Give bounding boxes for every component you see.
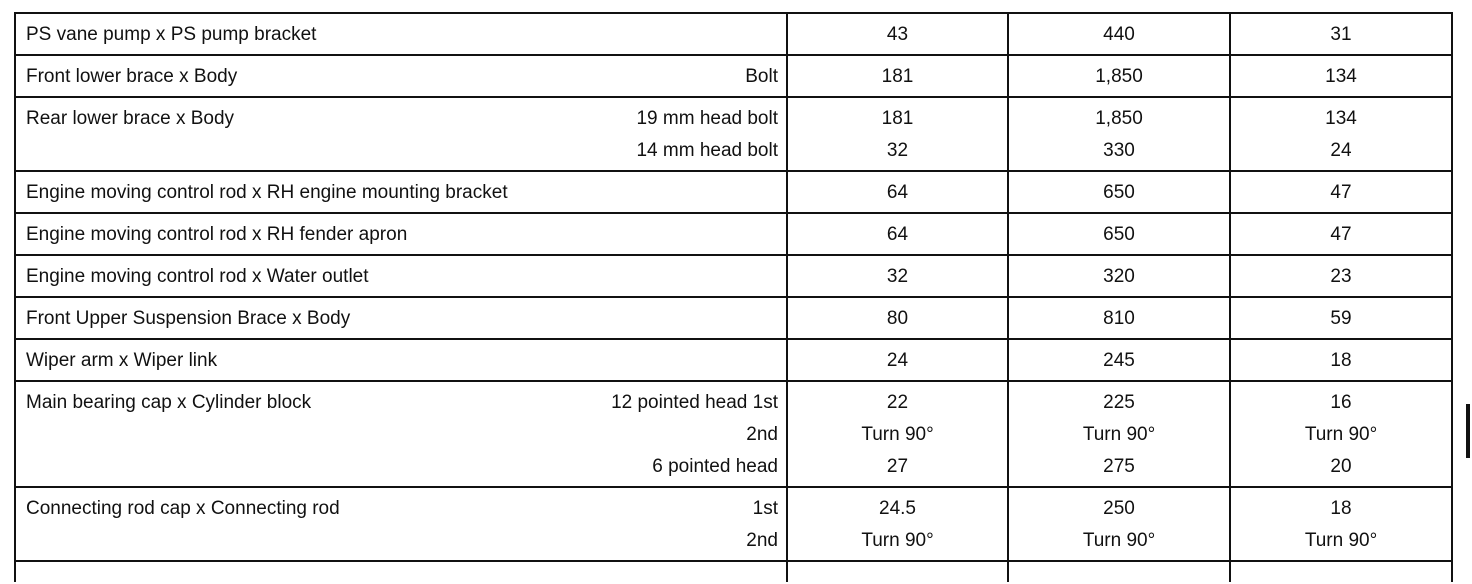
part-cell (15, 487, 787, 561)
torque-kgfcm-cell (1008, 381, 1230, 487)
torque-nm-cell (787, 171, 1008, 213)
torque-ftlbf-cell (1230, 339, 1452, 381)
part-name: Wiper arm x Wiper link (26, 350, 218, 371)
torque-nm-cell (787, 97, 1008, 171)
torque-value: 47 (1330, 182, 1352, 203)
part-line (16, 135, 786, 167)
torque-spec-table (14, 12, 1453, 582)
part-cell (15, 213, 787, 255)
torque-value: 1,850 (1095, 108, 1143, 129)
torque-value: 32 (886, 140, 909, 161)
torque-kgfcm-cell (1008, 255, 1230, 297)
torque-value: 47 (1330, 224, 1352, 245)
torque-kgfcm-cell (1008, 171, 1230, 213)
part-line (16, 219, 786, 251)
part-cell (15, 13, 787, 55)
empty-cell (1230, 561, 1452, 582)
part-line (16, 345, 786, 377)
torque-nm-cell (787, 297, 1008, 339)
table-row (15, 171, 1452, 213)
torque-value: Turn 90° (1082, 530, 1156, 551)
empty-cell (15, 561, 787, 582)
torque-kgfcm-cell (1008, 339, 1230, 381)
part-name: Connecting rod cap x Connecting rod (26, 498, 340, 519)
torque-value: 20 (1330, 456, 1352, 477)
torque-value: 31 (1330, 24, 1352, 45)
side-margin-mark (1466, 404, 1470, 458)
part-name: Engine moving control rod x Water outlet (26, 266, 369, 287)
torque-value: 64 (886, 182, 909, 203)
part-line (16, 61, 786, 93)
part-name: Front Upper Suspension Brace x Body (26, 308, 351, 329)
torque-ftlbf-cell (1230, 97, 1452, 171)
table-row (15, 55, 1452, 97)
fastener-spec: 2nd (746, 424, 778, 445)
torque-value: 250 (1103, 498, 1135, 519)
table-row (15, 381, 1452, 487)
torque-value: Turn 90° (861, 530, 934, 551)
torque-value: 22 (886, 392, 909, 413)
part-line (16, 525, 786, 557)
part-name: Engine moving control rod x RH fender apron (26, 224, 408, 245)
part-line (16, 451, 786, 483)
torque-value: 225 (1103, 392, 1135, 413)
torque-value: 24 (1330, 140, 1352, 161)
part-cell (15, 339, 787, 381)
torque-value: 16 (1330, 392, 1352, 413)
torque-value: 24 (886, 350, 909, 371)
part-name: Rear lower brace x Body (26, 108, 235, 129)
part-line (16, 103, 786, 135)
part-cell (15, 55, 787, 97)
part-cell (15, 255, 787, 297)
table-row (15, 297, 1452, 339)
table-row (15, 487, 1452, 561)
torque-kgfcm-cell (1008, 213, 1230, 255)
torque-kgfcm-cell (1008, 55, 1230, 97)
torque-value: 650 (1103, 224, 1135, 245)
table-row (15, 255, 1452, 297)
table-row (15, 97, 1452, 171)
torque-value: 18 (1330, 350, 1352, 371)
table-row (15, 213, 1452, 255)
torque-ftlbf-cell (1230, 255, 1452, 297)
part-line (16, 419, 786, 451)
part-line (16, 177, 786, 209)
torque-ftlbf-cell (1230, 381, 1452, 487)
empty-cell (787, 561, 1008, 582)
torque-kgfcm-cell (1008, 487, 1230, 561)
part-line (16, 387, 786, 419)
torque-value: 330 (1103, 140, 1135, 161)
part-line (16, 303, 786, 335)
fastener-spec: 14 mm head bolt (636, 140, 778, 161)
fastener-spec: 1st (752, 498, 778, 519)
table-row-partial (15, 561, 1452, 582)
torque-ftlbf-cell (1230, 213, 1452, 255)
fastener-spec: Bolt (745, 66, 778, 87)
torque-value: 23 (1330, 266, 1352, 287)
empty-cell (1008, 561, 1230, 582)
part-line (16, 493, 786, 525)
part-name: Engine moving control rod x RH engine mounting bracket (26, 182, 508, 203)
torque-value: 64 (886, 224, 909, 245)
torque-value: Turn 90° (1082, 424, 1156, 445)
fastener-spec: 2nd (746, 530, 778, 551)
torque-value: 18 (1330, 498, 1352, 519)
torque-value: 650 (1103, 182, 1135, 203)
part-name: Front lower brace x Body (26, 66, 238, 87)
torque-value: 27 (886, 456, 909, 477)
torque-ftlbf-cell (1230, 55, 1452, 97)
torque-kgfcm-cell (1008, 97, 1230, 171)
torque-value: 80 (886, 308, 909, 329)
torque-value: 440 (1103, 24, 1135, 45)
torque-kgfcm-cell (1008, 13, 1230, 55)
torque-value: 32 (886, 266, 909, 287)
torque-ftlbf-cell (1230, 13, 1452, 55)
part-cell (15, 171, 787, 213)
torque-value: Turn 90° (1304, 530, 1378, 551)
torque-value: 245 (1103, 350, 1135, 371)
part-cell (15, 381, 787, 487)
torque-spec-table-body (15, 13, 1452, 582)
torque-value: 134 (1325, 108, 1357, 129)
torque-value: 320 (1103, 266, 1135, 287)
part-cell (15, 97, 787, 171)
part-cell (15, 297, 787, 339)
table-row (15, 339, 1452, 381)
torque-ftlbf-cell (1230, 487, 1452, 561)
part-line (16, 19, 786, 51)
part-name: PS vane pump x PS pump bracket (26, 24, 317, 45)
torque-value: 275 (1103, 456, 1135, 477)
torque-nm-cell (787, 339, 1008, 381)
torque-value: Turn 90° (861, 424, 934, 445)
fastener-spec: 19 mm head bolt (636, 108, 778, 129)
torque-nm-cell (787, 13, 1008, 55)
torque-nm-cell (787, 55, 1008, 97)
torque-value: 24.5 (879, 498, 916, 519)
torque-ftlbf-cell (1230, 171, 1452, 213)
torque-value: 134 (1325, 66, 1357, 87)
torque-value: 1,850 (1095, 66, 1143, 87)
torque-nm-cell (787, 487, 1008, 561)
torque-value: 59 (1330, 308, 1352, 329)
fastener-spec: 6 pointed head (652, 456, 778, 477)
fastener-spec: 12 pointed head 1st (611, 392, 778, 413)
part-line (16, 261, 786, 293)
torque-kgfcm-cell (1008, 297, 1230, 339)
torque-nm-cell (787, 213, 1008, 255)
torque-ftlbf-cell (1230, 297, 1452, 339)
part-name: Main bearing cap x Cylinder block (26, 392, 312, 413)
torque-value: 181 (881, 66, 914, 87)
torque-value: 43 (886, 24, 909, 45)
torque-value: 181 (881, 108, 914, 129)
table-row (15, 13, 1452, 55)
torque-nm-cell (787, 381, 1008, 487)
torque-value: Turn 90° (1304, 424, 1378, 445)
torque-nm-cell (787, 255, 1008, 297)
torque-value: 810 (1103, 308, 1135, 329)
